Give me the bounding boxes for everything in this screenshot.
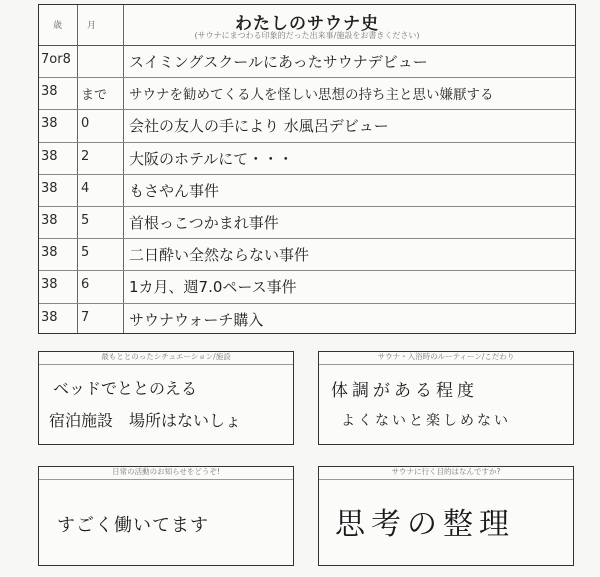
table-row: [39, 174, 575, 207]
month-cell: 2: [81, 148, 90, 164]
activity-box: [38, 466, 294, 566]
box-label-rule: [39, 479, 293, 480]
event-cell: 二日酔い全然ならない事件: [129, 246, 310, 265]
month-cell: 5: [81, 245, 90, 261]
table-row: [39, 206, 575, 239]
box-label: 日常の活動のお知らせをどうぞ!: [112, 467, 220, 476]
box-label: サウナに行く目的はなんですか?: [391, 467, 501, 476]
routine-box: [318, 351, 574, 445]
age-cell: 38: [41, 245, 58, 261]
sauna-history-table: [38, 4, 576, 334]
age-cell: 7or8: [41, 52, 71, 67]
box-label-rule: [319, 364, 573, 365]
purpose-box: [318, 466, 574, 566]
table-row: [39, 270, 575, 303]
page-subtitle: (サウナにまつわる印象的だった出来事/施設をお書きください): [194, 31, 420, 40]
age-cell: 38: [41, 213, 58, 228]
table-row: [39, 45, 575, 78]
event-cell: 1カ月、週7.0ペース事件: [129, 278, 297, 297]
age-cell: 38: [41, 116, 58, 132]
month-column-header: 月: [87, 21, 97, 31]
handwritten-line: 思考の整理: [335, 507, 515, 542]
age-cell: 38: [41, 309, 58, 325]
best-situation-box: [38, 351, 294, 445]
handwritten-line: 体調がある程度: [331, 381, 478, 401]
table-row: [39, 142, 575, 175]
age-cell: 38: [41, 277, 58, 293]
age-cell: 38: [41, 180, 58, 196]
table-row: [39, 238, 575, 271]
event-cell: 大阪のホテルにて・・・: [129, 149, 294, 168]
event-cell: スイミングスクールにあったサウナデビュー: [129, 53, 428, 71]
handwritten-line: すごく働いてます: [57, 515, 209, 536]
age-cell: 38: [41, 84, 58, 100]
event-cell: サウナを勧めてくる人を怪しい思想の持ち主と思い嫌厭する: [129, 87, 494, 104]
month-cell: 4: [81, 180, 90, 196]
event-cell: もさやん事件: [129, 181, 220, 200]
box-label-rule: [319, 479, 573, 480]
box-label: 最もととのったシチュエーション/施設: [101, 352, 231, 361]
table-header: [39, 5, 575, 46]
event-cell: 会社の友人の手により 水風呂デビュー: [129, 117, 389, 136]
handwritten-line: ベッドでととのえる: [53, 379, 198, 398]
page-title: わたしのサウナ史: [235, 14, 379, 34]
handwritten-line: よくないと楽しめない: [341, 413, 511, 429]
table-row: [39, 109, 575, 142]
age-cell: 38: [41, 148, 58, 164]
month-cell: 0: [81, 116, 90, 132]
event-cell: 首根っこつかまれ事件: [129, 214, 279, 232]
month-cell: まで: [81, 88, 108, 104]
event-cell: サウナウォーチ購入: [129, 310, 264, 329]
month-cell: 5: [81, 213, 90, 228]
box-label-rule: [39, 364, 293, 365]
table-row: [39, 77, 575, 110]
month-cell: 7: [81, 309, 90, 325]
table-row: [39, 303, 575, 335]
handwritten-line: 宿泊施設 場所はないしょ: [49, 411, 242, 430]
box-label: サウナ・入浴時のルーティーン/こだわり: [377, 352, 515, 361]
age-column-header: 歳: [53, 21, 63, 31]
month-cell: 6: [81, 277, 90, 293]
